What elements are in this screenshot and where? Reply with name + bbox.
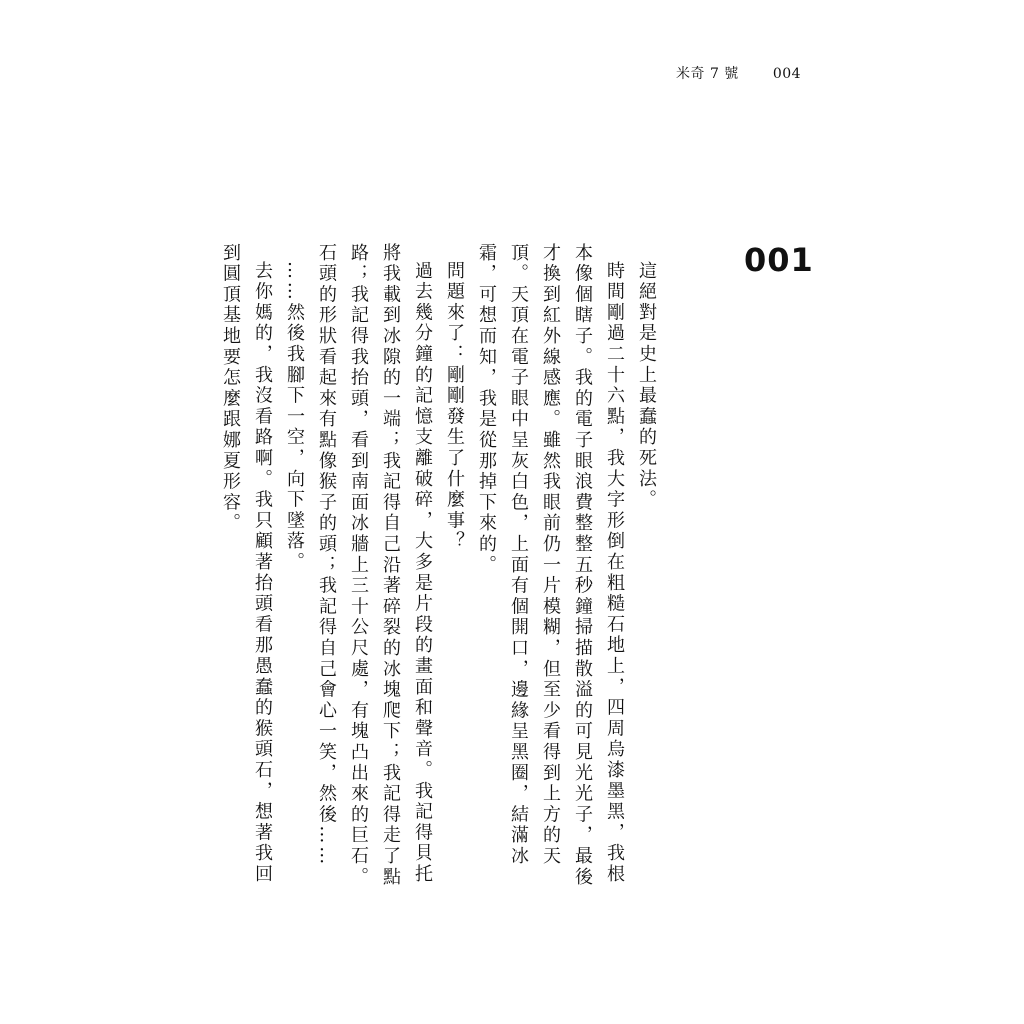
paragraph-3: 問題來了：剛剛發生了什麼事？ [444, 261, 465, 553]
paragraph-4: 過去幾分鐘的記憶支離破碎，大多是片段的畫面和聲音。我記得貝托將我載到冰隙的一端；我記得自己沿著碎裂的冰塊爬下；我記得走了點路；我記得我抬頭，看到南面冰牆上三十公尺處，有塊凸出來的巨石。石頭的形狀看起來有點像猴子的頭；我記得自己會心一笑，然後…… [316, 243, 433, 888]
paragraph-5: ……然後我腳下一空，向下墜落。 [284, 261, 305, 573]
paragraph-1: 這絕對是史上最蠢的死法。 [636, 261, 657, 511]
paragraph-6: 去你媽的，我沒看路啊。我只顧著抬頭看那愚蠢的猴頭石，想著我回到圓頂基地要怎麼跟娜夏形容。 [220, 243, 273, 885]
chapter-number: 001 [744, 241, 814, 279]
book-title: 米奇 7 號 [676, 66, 739, 82]
page-number: 004 [772, 66, 802, 82]
running-head [676, 63, 801, 83]
body-text [220, 243, 662, 903]
paragraph-2: 時間剛過二十六點，我大字形倒在粗糙石地上，四周烏漆墨黑，我根本像個瞎子。我的電子眼浪費整整五秒鐘掃描散溢的可見光光子，最後才換到紅外線感應。雖然我眼前仍一片模糊，但至少看得到上方的天頂。天頂在電子眼中呈灰白色，上面有個開口，邊緣呈黑圈，結滿冰霜，可想而知，我是從那掉下來的。 [476, 243, 625, 888]
